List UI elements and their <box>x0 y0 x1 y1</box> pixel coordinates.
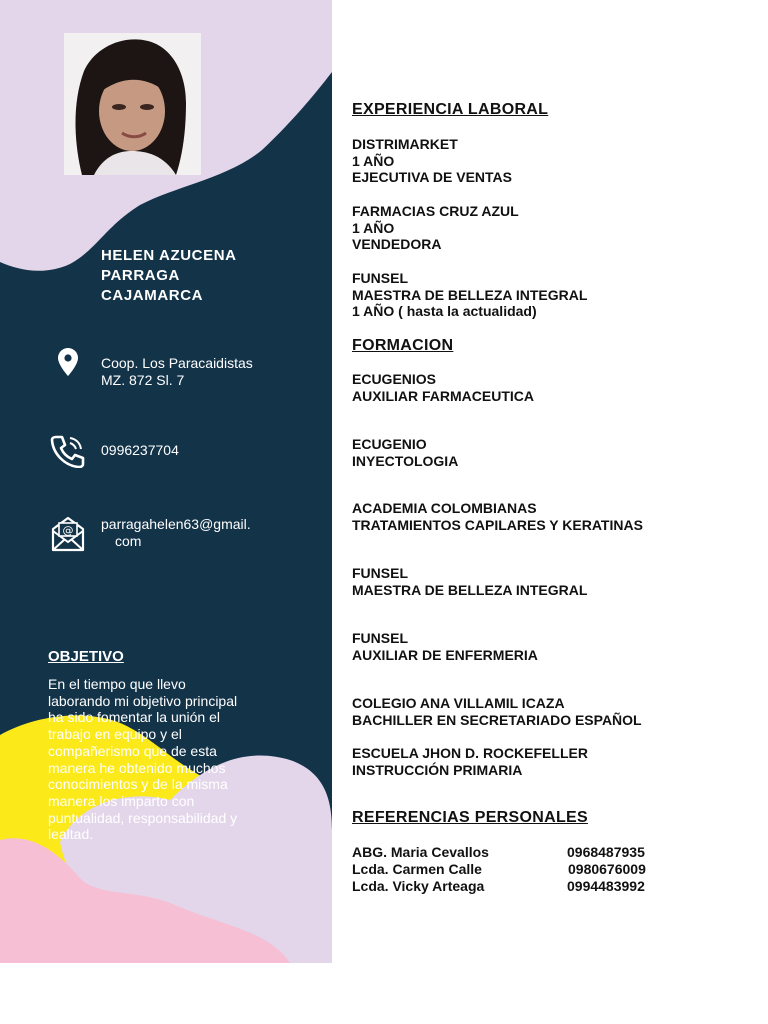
education-entry <box>352 371 534 404</box>
phone-number: 0996237704 <box>101 442 179 458</box>
education-program: TRATAMIENTOS CAPILARES Y KERATINAS <box>352 516 643 533</box>
objective-line: ha sido fomentar la unión el <box>48 709 220 726</box>
name-line-2: PARRAGA <box>101 267 180 284</box>
experience-title: EXPERIENCIA LABORAL <box>352 101 549 118</box>
education-entry <box>352 630 538 663</box>
location-pin-icon <box>58 348 78 381</box>
reference-name: Lcda. Vicky Arteaga <box>352 878 485 894</box>
education-title: FORMACION <box>352 337 454 354</box>
reference-phone: 0968487935 <box>567 844 645 860</box>
education-entry <box>352 565 587 598</box>
objective-line: laborando mi objetivo principal <box>48 692 238 709</box>
education-program: BACHILLER EN SECRETARIADO ESPAÑOL <box>352 711 642 728</box>
full-name <box>101 246 301 306</box>
name-line-1: HELEN AZUCENA <box>101 247 237 264</box>
email-line-1: parragahelen63@gmail. <box>101 516 251 532</box>
objective-line: conocimientos y de la misma <box>48 776 228 793</box>
education-institution: ESCUELA JHON D. ROCKEFELLER <box>352 745 588 761</box>
address-line-2: MZ. 872 Sl. 7 <box>101 372 185 388</box>
job-role: MAESTRA DE BELLEZA INTEGRAL <box>352 286 588 303</box>
email-line-2: com <box>115 533 142 549</box>
education-institution: ACADEMIA COLOMBIANAS <box>352 500 537 516</box>
job-entry <box>352 136 512 186</box>
job-duration: 1 AÑO ( hasta la actualidad) <box>352 303 537 320</box>
education-entry <box>352 436 458 469</box>
references-title: REFERENCIAS PERSONALES <box>352 809 588 826</box>
objective-line: manera los imparto con <box>48 792 195 809</box>
job-role: VENDEDORA <box>352 236 442 253</box>
education-entry <box>352 695 642 728</box>
education-entry <box>352 500 643 533</box>
phone-icon <box>50 434 86 473</box>
job-entry <box>352 203 519 253</box>
sidebar <box>0 0 332 963</box>
name-line-3: CAJAMARCA <box>101 287 204 304</box>
job-company: DISTRIMARKET <box>352 136 458 152</box>
objective-line: lealtad. <box>48 826 94 843</box>
education-institution: ECUGENIOS <box>352 371 437 387</box>
job-duration: 1 AÑO <box>352 152 395 169</box>
education-entry <box>352 745 588 778</box>
reference-name: Lcda. Carmen Calle <box>352 861 482 877</box>
reference-name: ABG. Maria Cevallos <box>352 844 489 860</box>
objective-text <box>48 676 270 843</box>
email-envelope-icon <box>50 514 86 557</box>
job-company: FUNSEL <box>352 270 408 286</box>
education-program: AUXILIAR DE ENFERMERIA <box>352 646 538 663</box>
education-program: MAESTRA DE BELLEZA INTEGRAL <box>352 581 588 598</box>
objective-line: En el tiempo que llevo <box>48 676 186 692</box>
education-program: INSTRUCCIÓN PRIMARIA <box>352 761 523 778</box>
svg-text:@: @ <box>62 524 74 537</box>
profile-photo <box>64 33 201 175</box>
job-role: EJECUTIVA DE VENTAS <box>352 169 512 186</box>
education-institution: FUNSEL <box>352 565 408 581</box>
education-institution: COLEGIO ANA VILLAMIL ICAZA <box>352 695 565 711</box>
reference-phone: 0980676009 <box>568 861 646 877</box>
objective-title: OBJETIVO <box>48 648 124 665</box>
email-address <box>101 516 251 550</box>
reference-phone: 0994483992 <box>567 878 645 894</box>
education-institution: ECUGENIO <box>352 436 427 452</box>
education-program: AUXILIAR FARMACEUTICA <box>352 387 534 404</box>
address <box>101 355 253 389</box>
job-duration: 1 AÑO <box>352 219 395 236</box>
address-line-1: Coop. Los Paracaidistas <box>101 355 253 371</box>
objective-line: manera he obtenido muchos <box>48 759 226 776</box>
objective-line: puntualidad, responsabilidad y <box>48 809 238 826</box>
objective-line: compañerismo que de esta <box>48 742 217 759</box>
education-program: INYECTOLOGIA <box>352 452 459 469</box>
objective-line: trabajo en equipo y el <box>48 726 182 743</box>
job-company: FARMACIAS CRUZ AZUL <box>352 203 519 219</box>
job-entry <box>352 270 587 320</box>
education-institution: FUNSEL <box>352 630 408 646</box>
